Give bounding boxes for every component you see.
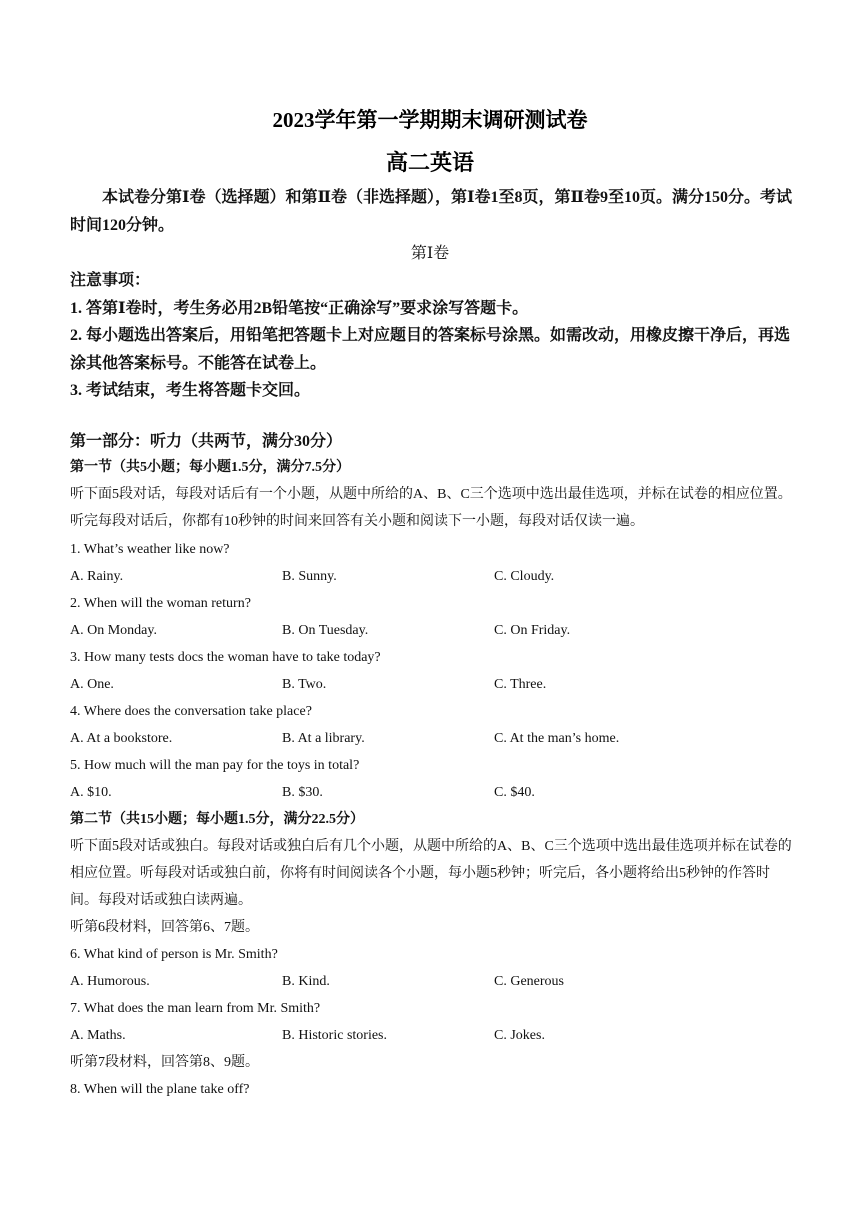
notes-heading: 注意事项：	[70, 272, 151, 289]
question-3: 3. How many tests docs the woman have to take today?	[70, 650, 381, 665]
note-item: 1. 答第Ⅰ卷时，考生务必用2B铅笔按“正确涂写”要求涂写答题卡。	[70, 299, 529, 317]
option-a: A. On Monday.	[70, 623, 157, 638]
material-7-note: 听第7段材料，回答第8、9题。	[70, 1055, 259, 1070]
question-7: 7. What does the man learn from Mr. Smith?	[70, 1001, 321, 1016]
question-1: 1. What’s weather like now?	[70, 542, 230, 557]
material-6-note: 听第6段材料，回答第6、7题。	[70, 920, 259, 935]
option-b: B. Sunny.	[282, 569, 337, 584]
option-a: A. One.	[70, 677, 114, 692]
option-a: A. Humorous.	[70, 974, 150, 989]
option-b: B. On Tuesday.	[282, 623, 369, 638]
question-2: 2. When will the woman return?	[70, 596, 251, 611]
option-c: C. Cloudy.	[494, 569, 555, 584]
option-c: C. On Friday.	[494, 623, 571, 638]
section2-instructions: 听下面5段对话或独白。每段对话或独白后有几个小题，从题中所给的A、B、C三个选项中选出最佳选项并标在试卷的相应位置。听每段对话或独白前，你将有时间阅读各个小题，每小题5秒钟；听完后，各小题将给出5秒钟的作答时间。每段对话或独白读两遍。	[70, 839, 792, 908]
option-c: C. Three.	[494, 677, 547, 692]
option-c: C. Jokes.	[494, 1028, 545, 1043]
volume-title: 第Ⅰ卷	[410, 245, 450, 262]
option-a: A. Rainy.	[70, 569, 124, 584]
exam-intro: 本试卷分第Ⅰ卷（选择题）和第Ⅱ卷（非选择题），第Ⅰ卷1至8页，第Ⅱ卷9至10页。满分150分。考试时间120分钟。	[70, 189, 792, 234]
option-c: C. Generous	[494, 974, 564, 989]
option-a: A. $10.	[70, 785, 112, 800]
question-6: 6. What kind of person is Mr. Smith?	[70, 947, 278, 962]
option-c: C. $40.	[494, 785, 535, 800]
exam-title: 2023学年第一学期期末调研测试卷	[272, 108, 588, 132]
question-4: 4. Where does the conversation take place?	[70, 704, 312, 719]
option-b: B. At a library.	[282, 731, 365, 746]
exam-subject: 高二英语	[385, 150, 474, 175]
note-item: 2. 每小题选出答案后，用铅笔把答题卡上对应题目的答案标号涂黑。如需改动，用橡皮擦干净后，再选涂其他答案标号。不能答在试卷上。	[70, 327, 791, 372]
option-a: A. At a bookstore.	[70, 731, 173, 746]
notes-block	[70, 267, 792, 405]
option-a: A. Maths.	[70, 1028, 126, 1043]
section1-title: 第一节（共5小题；每小题1.5分，满分7.5分）	[70, 460, 350, 475]
section1-instructions: 听下面5段对话，每段对话后有一个小题，从题中所给的A、B、C三个选项中选出最佳选项，并标在试卷的相应位置。听完每段对话后，你都有10秒钟的时间来回答有关小题和阅读下一小题，每段对话仅读一遍。	[70, 487, 792, 529]
option-b: B. Two.	[282, 677, 327, 692]
option-b: B. Historic stories.	[282, 1028, 387, 1043]
part1-title: 第一部分：听力（共两节，满分30分）	[70, 433, 343, 450]
question-8: 8. When will the plane take off?	[70, 1082, 250, 1097]
option-c: C. At the man’s home.	[494, 731, 620, 746]
option-b: B. Kind.	[282, 974, 330, 989]
section2-title: 第二节（共15小题；每小题1.5分，满分22.5分）	[70, 812, 364, 827]
question-5: 5. How much will the man pay for the toys in total?	[70, 758, 360, 773]
option-b: B. $30.	[282, 785, 323, 800]
note-item: 3. 考试结束，考生将答题卡交回。	[70, 382, 311, 399]
